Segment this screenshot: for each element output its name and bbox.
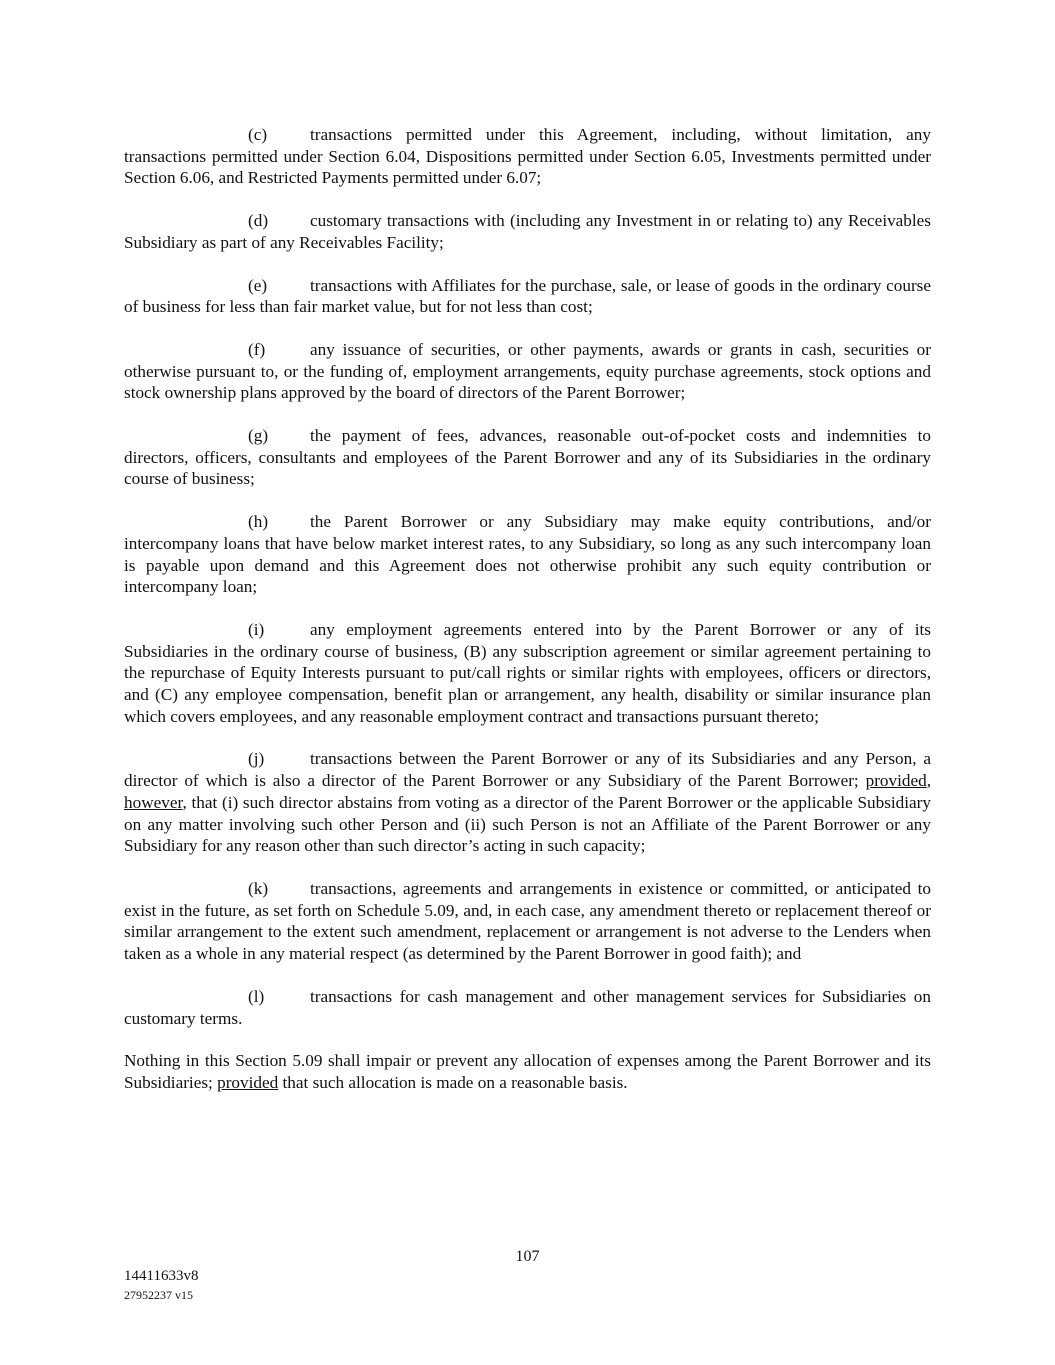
clause-text: transactions, agreements and arrangements in existence or committed, or anticipated to exist in the future, as set forth on Schedule 5.09, and, in each case, any amendment thereto or replacement thereof or similar arrangement to the extent such amendment, replacement or arrangement is not adverse to the Lenders when taken as a whole in any material respect (as determined by the Parent Borrower in good faith); and [124, 878, 931, 964]
clause-label: (h) [248, 512, 269, 532]
clause-text: transactions permitted under this Agreement, including, without limitation, any transactions permitted under Section 6.04, Dispositions permitted under Section 6.05, Investments permitted under Section 6.06, and Restricted Payments permitted under 6.07; [124, 125, 931, 188]
clause-label: (g) [248, 426, 269, 446]
clause-label: (i) [248, 619, 265, 639]
clause-j [124, 748, 931, 857]
clause-label: (f) [248, 339, 266, 359]
clause-text: , [926, 771, 931, 791]
clause-label: (k) [248, 878, 269, 898]
clause-k [124, 878, 931, 965]
clause-f [124, 339, 931, 404]
clause-l [124, 986, 931, 1029]
clause-text: any issuance of securities, or other payments, awards or grants in cash, securities or otherwise pursuant to, or the funding of, employment arrangements, equity purchase agreements, stock options and stock ownership plans approved by the board of directors of the Parent Borrower; [124, 339, 931, 403]
clause-c [124, 124, 931, 189]
clause-label: (c) [248, 125, 268, 144]
however-term: however [124, 792, 183, 812]
clause-g [124, 425, 931, 490]
clause-text: customary transactions with (including any Investment in or relating to) any Receivables Subsidiary as part of any Receivables Facility; [124, 211, 931, 252]
clause-text: any employment agreements entered into by the Parent Borrower or any of its Subsidiaries in the ordinary course of business, (B) any subscription agreement or similar agreement pertaining to the repurchase of Equity Interests pursuant to put/call rights or similar rights with employees, officers or directors, and (C) any employee compensation, benefit plan or arrangement, any health, disability or similar insurance plan which covers employees, and any reasonable employment contract and transactions pursuant thereto; [124, 619, 931, 726]
clause-text: transactions between the Parent Borrower or any of its Subsidiaries and any Person, a director of which is also a director of the Parent Borrower or any Subsidiary of the Parent Borrower; [124, 749, 931, 791]
document-version-id: 27952237 v15 [124, 1288, 193, 1302]
clause-text: , that (i) such director abstains from voting as a director of the Parent Borrower or the applicable Subsidiary on any matter involving such other Person and (ii) such Person is not an Affiliate of the Parent Borrower or any Subsidiary for any reason other than such director’s acting in such capacity; [124, 792, 931, 856]
clause-label: (e) [248, 275, 268, 295]
clause-d [124, 210, 931, 253]
provided-term: provided [217, 1072, 279, 1092]
clause-e [124, 275, 931, 318]
clause-label: (d) [248, 211, 269, 231]
closing-paragraph [124, 1050, 931, 1093]
provided-term: provided [865, 771, 927, 791]
page-number: 107 [515, 1248, 540, 1265]
closing-text: Nothing in this Section 5.09 shall impair or prevent any allocation of expenses among the Parent Borrower and its Subsidiaries; [124, 1051, 931, 1092]
document-id: 14411633v8 [124, 1268, 199, 1284]
closing-text: that such allocation is made on a reasonable basis. [278, 1072, 628, 1092]
document-body [124, 124, 931, 1094]
clause-h [124, 511, 931, 598]
clause-text: transactions for cash management and other management services for Subsidiaries on customary terms. [124, 986, 931, 1028]
clause-label: (l) [248, 986, 265, 1006]
clause-i [124, 619, 931, 728]
clause-text: the Parent Borrower or any Subsidiary may make equity contributions, and/or intercompany loans that have below market interest rates, to any Subsidiary, so long as any such intercompany loan is payable upon demand and this Agreement does not otherwise prohibit any such equity contribution or intercompany loan; [124, 512, 931, 597]
clause-text: the payment of fees, advances, reasonable out-of-pocket costs and indemnities to directors, officers, consultants and employees of the Parent Borrower and any of its Subsidiaries in the ordinary course of business; [124, 426, 931, 489]
clause-label: (j) [248, 749, 265, 769]
clause-text: transactions with Affiliates for the purchase, sale, or lease of goods in the ordinary course of business for less than fair market value, but for not less than cost; [124, 275, 931, 317]
